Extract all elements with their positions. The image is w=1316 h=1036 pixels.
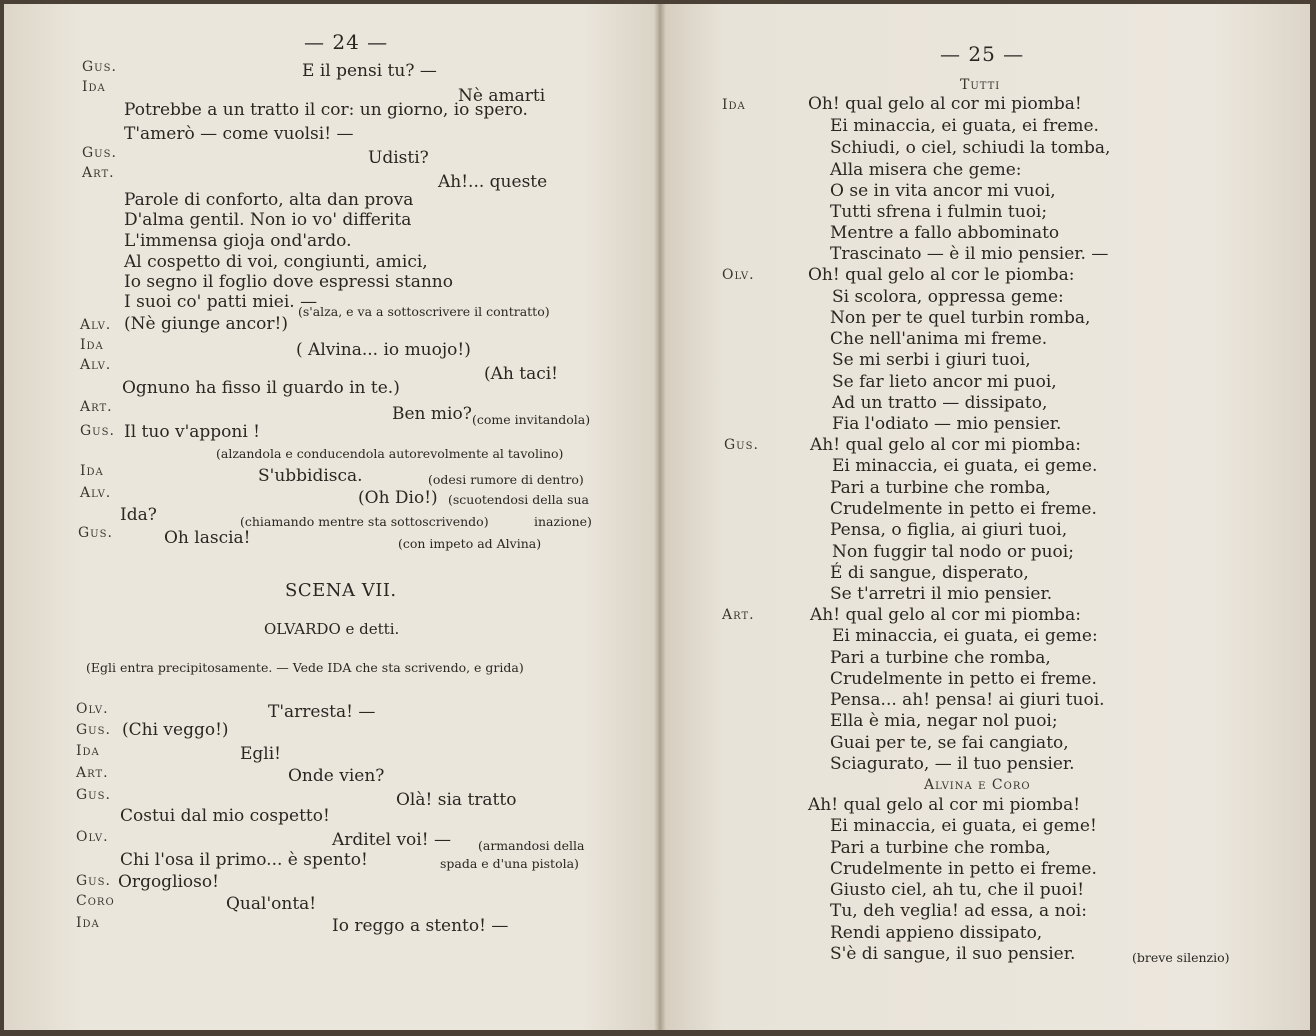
- verse-line: Pari a turbine che romba,: [830, 838, 1051, 858]
- verse-line: Ei minaccia, ei guata, ei geme:: [832, 626, 1098, 646]
- speaker-label: Alv.: [80, 485, 112, 501]
- verse-line: Non per te quel turbin romba,: [830, 308, 1091, 328]
- speaker-label: Ida: [76, 915, 100, 931]
- verse-line: (Nè giunge ancor!): [124, 314, 288, 334]
- speaker-label: Art.: [722, 607, 755, 623]
- speaker-label: Gus.: [82, 145, 117, 161]
- verse-line: Ah! qual gelo al cor mi piomba:: [810, 435, 1081, 455]
- verse-line: Non fuggir tal nodo or puoi;: [832, 542, 1074, 562]
- verse-line: Ella è mia, negar nol puoi;: [830, 711, 1058, 731]
- verse-line: (Ah taci!: [484, 364, 559, 384]
- verse-line: Nè amarti: [458, 86, 546, 106]
- verse-line: Io segno il foglio dove espressi stanno: [124, 272, 453, 292]
- verse-line: T'arresta! —: [268, 702, 376, 722]
- verse-line: Oh lascia!: [164, 528, 251, 548]
- speaker-label: Gus.: [724, 437, 759, 453]
- verse-line: Olà! sia tratto: [396, 790, 517, 810]
- verse-line: Ah! qual gelo al cor mi piomba!: [808, 795, 1081, 815]
- speaker-label: Gus.: [78, 525, 113, 541]
- verse-line: Ah!... queste: [438, 172, 548, 192]
- verse-line: Schiudi, o ciel, schiudi la tomba,: [830, 138, 1111, 158]
- verse-line: Egli!: [240, 744, 281, 764]
- verse-line: Udisti?: [368, 148, 429, 168]
- verse-line: S'è di sangue, il suo pensier.: [830, 944, 1076, 964]
- verse-line: Tutti sfrena i fulmin tuoi;: [830, 202, 1048, 222]
- verse-line: Rendi appieno dissipato,: [830, 923, 1043, 943]
- verse-line: Ei minaccia, ei guata, ei freme.: [830, 116, 1099, 136]
- verse-line: Pari a turbine che romba,: [830, 648, 1051, 668]
- speaker-label: Art.: [80, 399, 113, 415]
- verse-line: T'amerò — come vuolsi! —: [124, 124, 354, 144]
- verse-line: I suoi co' patti miei. —: [124, 292, 318, 312]
- verse-line: Fia l'odiato — mio pensier.: [832, 414, 1062, 434]
- page-number-left: — 24 —: [304, 30, 389, 54]
- stage-direction: (breve silenzio): [1132, 950, 1230, 965]
- verse-line: O se in vita ancor mi vuoi,: [830, 181, 1056, 201]
- verse-line: Alla misera che geme:: [830, 160, 1022, 180]
- stage-direction: (Egli entra precipitosamente. — Vede IDA che sta scrivendo, e grida): [86, 660, 524, 675]
- verse-line: L'immensa gioja ond'ardo.: [124, 231, 352, 251]
- verse-line: Al cospetto di voi, congiunti, amici,: [124, 252, 428, 272]
- verse-line: Ad un tratto — dissipato,: [832, 393, 1048, 413]
- verse-line: Guai per te, se fai cangiato,: [830, 733, 1069, 753]
- verse-line: Se t'arretri il mio pensier.: [830, 584, 1053, 604]
- stage-direction: inazione): [534, 514, 592, 529]
- verse-line: (Chi veggo!): [122, 720, 229, 740]
- verse-line: Orgoglioso!: [118, 872, 219, 892]
- speaker-label: Gus.: [76, 873, 111, 889]
- verse-line: Tu, deh veglia! ad essa, a noi:: [830, 901, 1087, 921]
- verse-line: Trascinato — è il mio pensier. —: [830, 244, 1109, 264]
- verse-line: Ei minaccia, ei guata, ei geme.: [832, 456, 1098, 476]
- speaker-label: Olv.: [76, 829, 109, 845]
- speaker-label: Olv.: [722, 267, 755, 283]
- stage-direction: (con impeto ad Alvina): [398, 536, 542, 551]
- verse-line: E il pensi tu? —: [302, 61, 437, 81]
- speaker-label: Olv.: [76, 701, 109, 717]
- speaker-label: Ida: [82, 79, 106, 95]
- scene-heading: SCENA VII.: [285, 580, 397, 601]
- verse-line: Pensa, o figlia, ai giuri tuoi,: [830, 520, 1068, 540]
- verse-line: Arditel voi! —: [332, 830, 451, 850]
- chorus-heading: Tutti: [960, 77, 1001, 93]
- verse-line: Giusto ciel, ah tu, che il puoi!: [830, 880, 1085, 900]
- verse-line: Che nell'anima mi freme.: [830, 329, 1048, 349]
- stage-direction: (armandosi della: [478, 838, 585, 853]
- speaker-label: Art.: [76, 765, 109, 781]
- verse-line: Sciagurato, — il tuo pensier.: [830, 754, 1075, 774]
- verse-line: Crudelmente in petto ei freme.: [830, 669, 1097, 689]
- verse-line: Il tuo v'apponi !: [124, 422, 261, 442]
- stage-direction: (come invitandola): [472, 412, 591, 427]
- verse-line: Onde vien?: [288, 766, 385, 786]
- speaker-label: Alv.: [80, 357, 112, 373]
- stage-direction: (s'alza, e va a sottoscrivere il contratto): [298, 304, 550, 319]
- verse-line: Parole di conforto, alta dan prova: [124, 190, 414, 210]
- speaker-label: Ida: [76, 743, 100, 759]
- verse-line: Mentre a fallo abbominato: [830, 223, 1060, 243]
- verse-line: É di sangue, disperato,: [830, 563, 1029, 583]
- verse-line: Ei minaccia, ei guata, ei geme!: [830, 816, 1097, 836]
- verse-line: Pensa... ah! pensa! ai giuri tuoi.: [830, 690, 1105, 710]
- book-gutter: [654, 4, 666, 1030]
- speaker-label: Gus.: [76, 787, 111, 803]
- verse-line: Chi l'osa il primo... è spento!: [120, 850, 368, 870]
- verse-line: (Oh Dio!): [358, 488, 438, 508]
- verse-line: ( Alvina... io muojo!): [296, 340, 471, 360]
- verse-line: Io reggo a stento! —: [332, 916, 509, 936]
- speaker-label: Coro: [76, 893, 115, 909]
- verse-line: Crudelmente in petto ei freme.: [830, 499, 1097, 519]
- verse-line: Si scolora, oppressa geme:: [832, 287, 1064, 307]
- page-number-right: — 25 —: [940, 42, 1025, 66]
- verse-line: Ognuno ha fisso il guardo in te.): [122, 378, 400, 398]
- verse-line: Se mi serbi i giuri tuoi,: [832, 350, 1031, 370]
- stage-direction: (scuotendosi della sua: [448, 492, 589, 507]
- verse-line: D'alma gentil. Non io vo' differita: [124, 210, 412, 230]
- verse-line: Costui dal mio cospetto!: [120, 806, 330, 826]
- stage-direction: spada e d'una pistola): [440, 856, 579, 871]
- verse-line: Pari a turbine che romba,: [830, 478, 1051, 498]
- verse-line: Crudelmente in petto ei freme.: [830, 859, 1097, 879]
- verse-line: Oh! qual gelo al cor mi piomba!: [808, 94, 1082, 114]
- speaker-label: Art.: [82, 165, 115, 181]
- scene-characters: OLVARDO e detti.: [264, 620, 400, 638]
- chorus-heading: Alvina e Coro: [924, 777, 1031, 793]
- verse-line: Se far lieto ancor mi puoi,: [832, 372, 1057, 392]
- speaker-label: Gus.: [80, 423, 115, 439]
- verse-line: Oh! qual gelo al cor le piomba:: [808, 265, 1075, 285]
- verse-line: Ah! qual gelo al cor mi piomba:: [810, 605, 1081, 625]
- speaker-label: Gus.: [82, 59, 117, 75]
- speaker-label: Gus.: [76, 722, 111, 738]
- speaker-label: Ida: [80, 463, 104, 479]
- speaker-label: Ida: [722, 97, 746, 113]
- stage-direction: (chiamando mentre sta sottoscrivendo): [240, 514, 489, 529]
- verse-line: Potrebbe a un tratto il cor: un giorno, io spero.: [124, 100, 528, 120]
- speaker-label: Ida: [80, 337, 104, 353]
- stage-direction: (odesi rumore di dentro): [428, 472, 584, 487]
- verse-line: S'ubbidisca.: [258, 466, 363, 486]
- verse-line: Ida?: [120, 505, 157, 525]
- verse-line: Qual'onta!: [226, 894, 317, 914]
- speaker-label: Alv.: [80, 317, 112, 333]
- verse-line: Ben mio?: [392, 404, 472, 424]
- stage-direction: (alzandola e conducendola autorevolmente al tavolino): [216, 446, 564, 461]
